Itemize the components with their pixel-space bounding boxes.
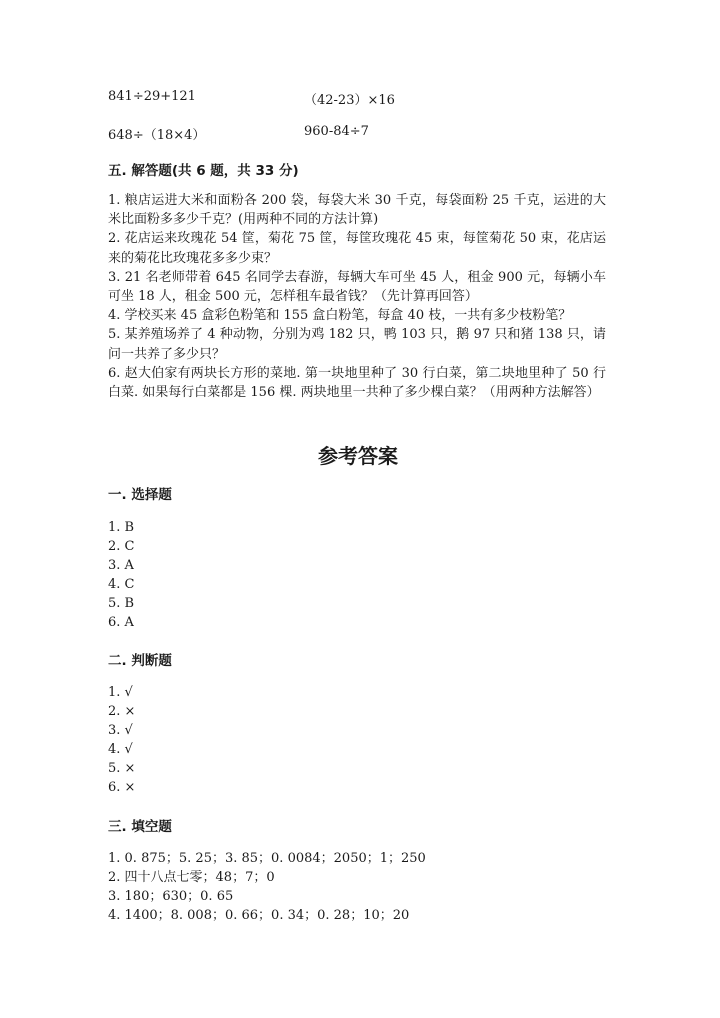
problem-item: 3. 21 名老师带着 645 名同学去春游，每辆大车可坐 45 人，租金 900 元，每辆小车可坐 18 人，租金 500 元，怎样租车最省钱？（先计算再回答） [108, 269, 606, 305]
answer-item: 4. √ [108, 742, 133, 757]
answer-list-choice [108, 518, 134, 632]
answer-item: 1. B [108, 520, 135, 535]
section-title-solve-problems: 五. 解答题(共 6 题，共 33 分) [108, 163, 299, 179]
answer-item: 6. × [108, 780, 136, 795]
problem-list [108, 191, 606, 402]
answer-item: 3. A [108, 558, 134, 573]
answer-item: 5. B [108, 596, 135, 611]
problem-item: 2. 花店运来玫瑰花 54 筐，菊花 75 筐，每筐玫瑰花 45 束，每筐菊花 50 束，花店运来的菊花比玫瑰花多多少束？ [108, 231, 606, 266]
answer-item: 1. 0. 875；5. 25；3. 85；0. 0084；2050；1；250 [108, 851, 426, 866]
answer-item: 4. 1400；8. 008；0. 66；0. 34；0. 28；10；20 [108, 908, 410, 923]
answer-list-fill [108, 849, 426, 925]
answer-item: 3. 180；630；0. 65 [108, 889, 234, 904]
problem-item: 1. 粮店运进大米和面粉各 200 袋，每袋大米 30 千克，每袋面粉 25 千克，运进的大米比面粉多多少千克？(用两种不同的方法计算) [108, 193, 606, 228]
answer-item: 5. × [108, 761, 136, 776]
problem-item: 6. 赵大伯家有两块长方形的菜地. 第一块地里种了 30 行白菜，第二块地里种了 50 行白菜. 如果每行白菜都是 156 棵. 两块地里一共种了多少棵白菜？（用两种方法解答） [108, 365, 606, 401]
answer-list-judge [108, 683, 135, 797]
answer-item: 2. × [108, 704, 136, 719]
answer-item: 4. C [108, 577, 135, 592]
problem-item: 4. 学校买来 45 盒彩色粉笔和 155 盒白粉笔，每盒 40 枝，一共有多少枝粉笔？ [108, 308, 572, 324]
answers-title: 参考答案 [318, 444, 398, 468]
answer-section-title: 一. 选择题 [108, 487, 172, 503]
problem-item: 5. 某养殖场养了 4 种动物，分别为鸡 182 只，鸭 103 只，鹅 97 只和猪 138 只，请问一共养了多少只？ [108, 327, 606, 362]
calc-expression: 648÷（18×4） [108, 128, 206, 143]
answer-item: 2. 四十八点七零；48；7；0 [108, 870, 275, 885]
calc-expression: （42-23）×16 [304, 93, 395, 108]
answer-section-title: 二. 判断题 [108, 653, 172, 669]
answer-item: 1. √ [108, 685, 133, 700]
calc-expression: 841÷29+121 [108, 89, 196, 104]
answer-item: 6. A [108, 615, 134, 630]
answer-section-title: 三. 填空题 [108, 819, 172, 835]
answer-item: 3. √ [108, 723, 133, 738]
answer-item: 2. C [108, 539, 135, 554]
calc-expression: 960-84÷7 [304, 124, 369, 139]
